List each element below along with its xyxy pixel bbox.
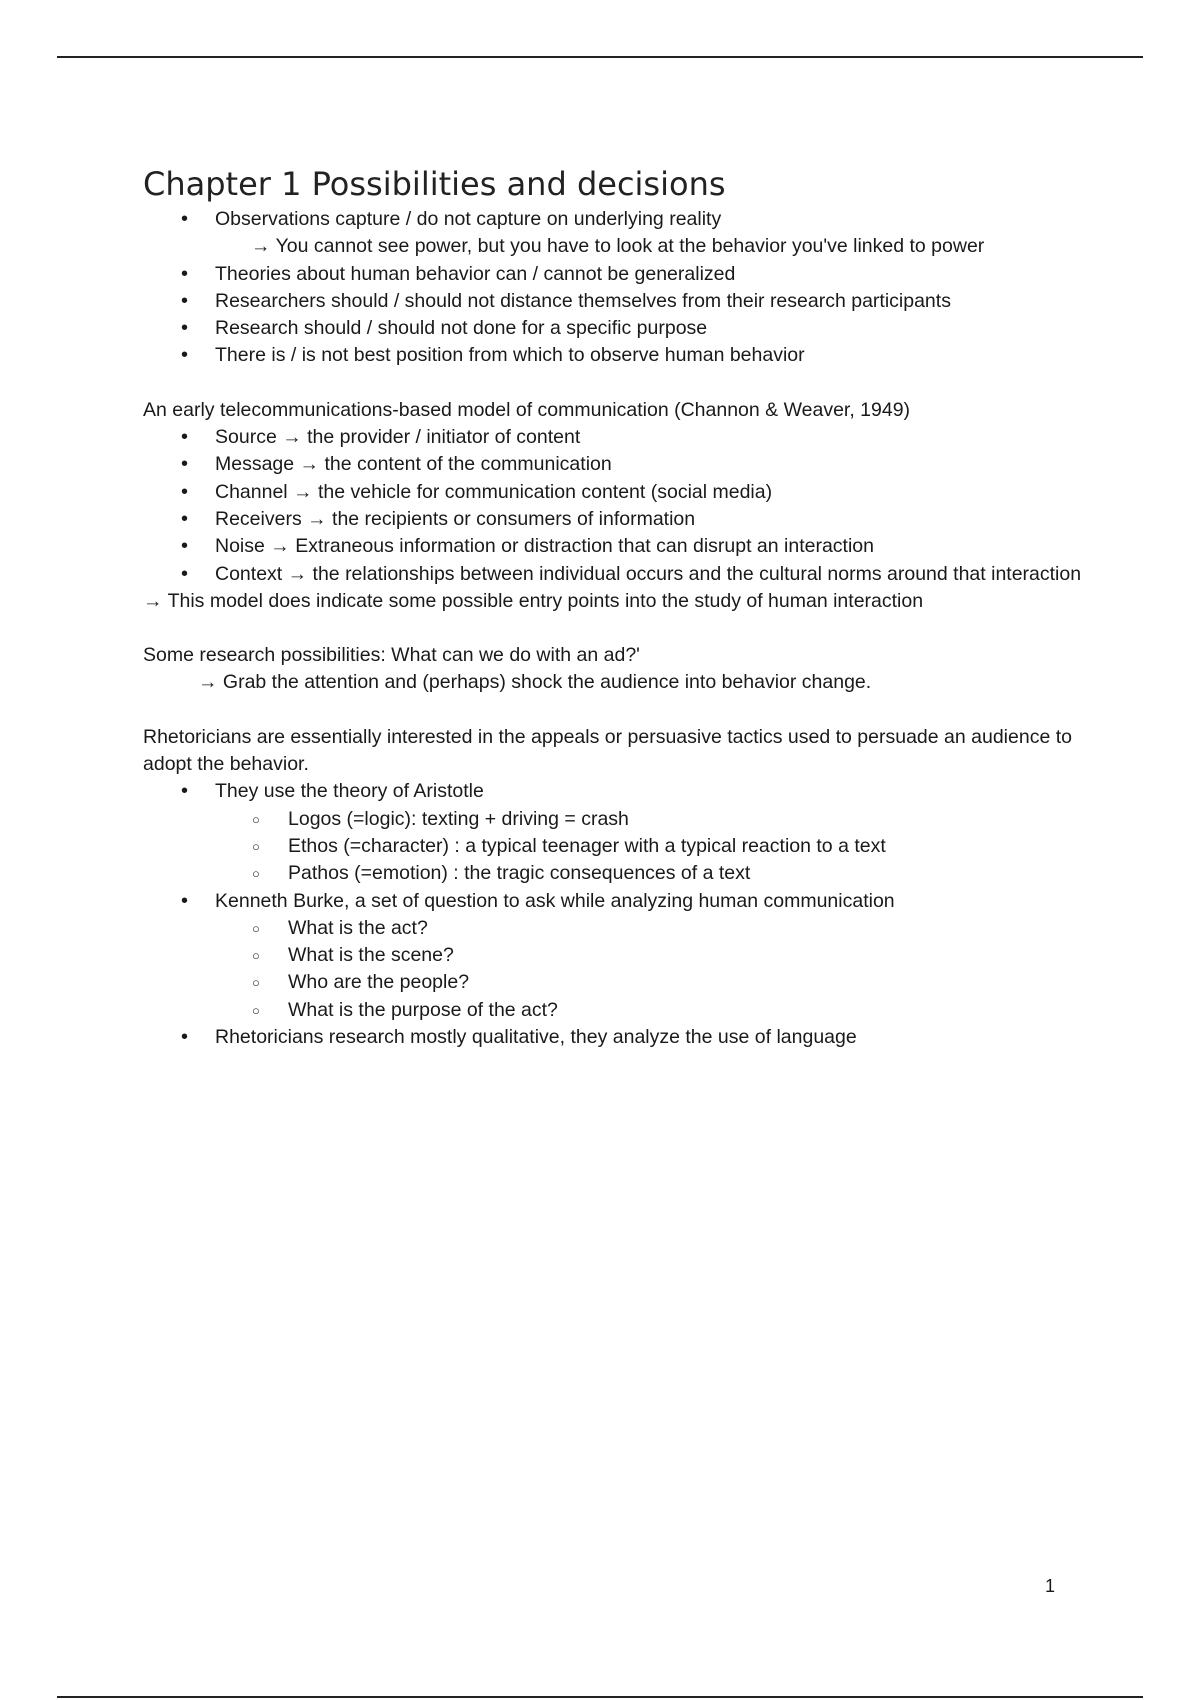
sub-list-item: ○ Who are the people? <box>143 969 1103 996</box>
list-item: • Rhetoricians research mostly qualitative, they analyze the use of language <box>143 1024 1103 1051</box>
sub-list-item: ○ What is the purpose of the act? <box>143 997 1103 1024</box>
header-rule <box>57 56 1143 58</box>
page-title: Chapter 1 Possibilities and decisions <box>143 165 726 203</box>
section4-list <box>143 778 1103 1051</box>
list-item: • There is / is not best position from which to observe human behavior <box>143 342 1103 369</box>
section3-heading: Some research possibilities: What can we do with an ad?' <box>143 644 640 667</box>
page-number: 1 <box>1045 1576 1056 1596</box>
section1-list-cont <box>143 261 1103 370</box>
section2-list <box>143 424 1103 588</box>
section4-intro: Rhetoricians are essentially interested in the appeals or persuasive tactics used to persuade an audience to adopt the behavior. <box>143 725 1072 776</box>
list-item-aristotle: • They use the theory of Aristotle <box>143 778 1103 805</box>
section1-list <box>143 206 1103 233</box>
list-item: • Receivers → the recipients or consumers of information <box>143 506 1103 533</box>
sub-list-item: ○ What is the scene? <box>143 942 1103 969</box>
sub-list-item: ○ What is the act? <box>143 915 1103 942</box>
section2-note: → This model does indicate some possible entry points into the study of human interaction <box>143 589 924 612</box>
sub-list-item: ○ Ethos (=character) : a typical teenager with a typical reaction to a text <box>143 833 1103 860</box>
sub-list-item: ○ Pathos (=emotion) : the tragic consequences of a text <box>143 860 1103 887</box>
list-item: • Noise → Extraneous information or distraction that can disrupt an interaction <box>143 533 1103 560</box>
footer-rule <box>57 1696 1143 1698</box>
section2-heading: An early telecommunications-based model of communication (Channon & Weaver, 1949) <box>143 398 911 421</box>
list-item: • Message → the content of the communication <box>143 451 1103 478</box>
list-item: • Observations capture / do not capture on underlying reality <box>143 206 1103 233</box>
section3-note: → Grab the attention and (perhaps) shock the audience into behavior change. <box>198 671 872 694</box>
document-body <box>143 164 1103 1051</box>
list-item: • Theories about human behavior can / cannot be generalized <box>143 261 1103 288</box>
list-item: • Source → the provider / initiator of content <box>143 424 1103 451</box>
section1-sub-note: → You cannot see power, but you have to look at the behavior you've linked to power <box>251 235 985 258</box>
list-item: • Research should / should not done for a specific purpose <box>143 315 1103 342</box>
list-item: • Channel → the vehicle for communication content (social media) <box>143 479 1103 506</box>
list-item-burke: • Kenneth Burke, a set of question to ask while analyzing human communication <box>143 888 1103 915</box>
list-item: • Context → the relationships between individual occurs and the cultural norms around that interaction <box>143 561 1103 588</box>
sub-list-item: ○ Logos (=logic): texting + driving = crash <box>143 806 1103 833</box>
list-item: • Researchers should / should not distance themselves from their research participants <box>143 288 1103 315</box>
